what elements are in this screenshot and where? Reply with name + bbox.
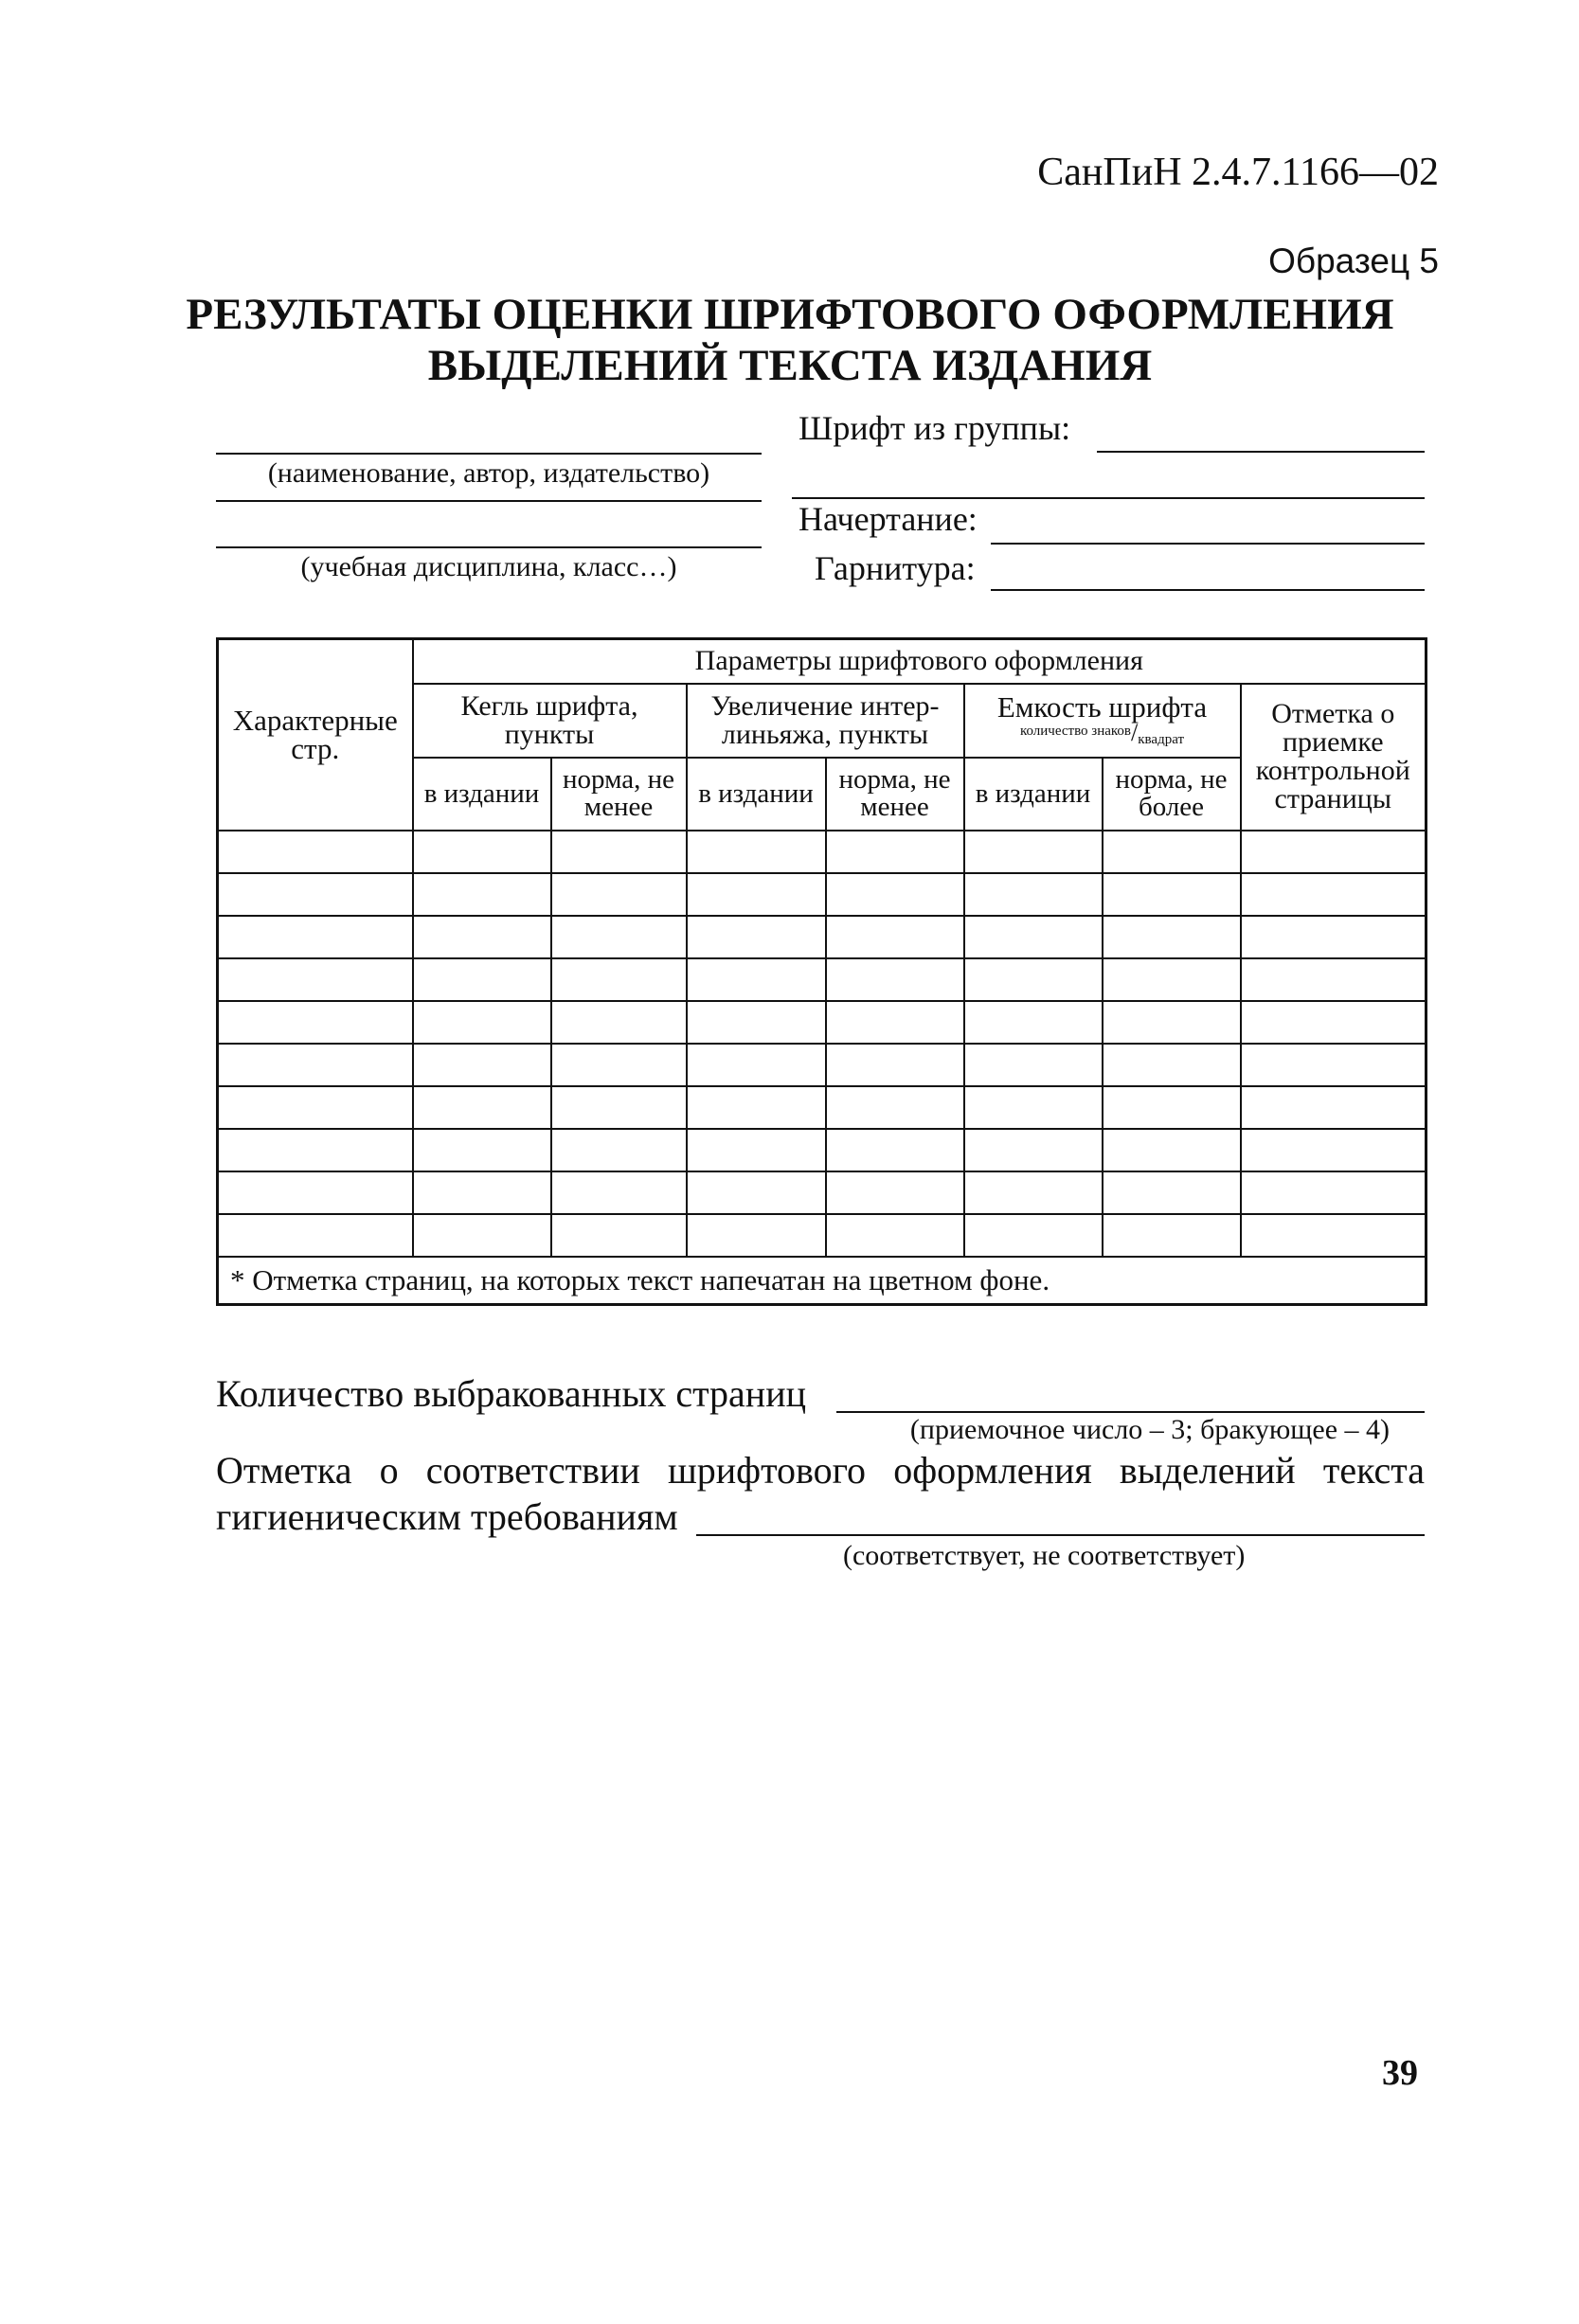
table-cell[interactable] xyxy=(964,1044,1103,1086)
group-font-size: Кегль шрифта, пункты xyxy=(413,684,687,758)
size-in-edition: в издании xyxy=(413,758,551,831)
table-cell[interactable] xyxy=(413,831,551,873)
table-cell[interactable] xyxy=(826,1129,964,1171)
table-row xyxy=(218,873,1426,916)
table-cell[interactable] xyxy=(1241,1001,1426,1044)
table-cell[interactable] xyxy=(1103,1171,1241,1214)
table-cell[interactable] xyxy=(687,916,826,958)
table-row xyxy=(218,958,1426,1001)
table-cell[interactable] xyxy=(1241,916,1426,958)
table-cell[interactable] xyxy=(1103,831,1241,873)
group-leading-increase: Увеличение интер-линьяжа, пункты xyxy=(687,684,964,758)
table-row xyxy=(218,831,1426,873)
style-label: Начертание: xyxy=(798,500,978,538)
compliance-line-2: гигиеническим требованиям xyxy=(216,1495,678,1538)
title-line-1: РЕЗУЛЬТАТЫ ОЦЕНКИ ШРИФТОВОГО ОФОРМЛЕНИЯ xyxy=(186,290,1394,339)
table-cell[interactable] xyxy=(687,1001,826,1044)
table-cell[interactable] xyxy=(826,1214,964,1257)
group-font-capacity xyxy=(964,684,1241,758)
compliance-line-1: Отметка о соответствии шрифтового оформления выделений текста xyxy=(216,1449,1425,1492)
publication-line-2[interactable] xyxy=(216,500,762,502)
table-cell[interactable] xyxy=(413,1129,551,1171)
table-cell[interactable] xyxy=(413,958,551,1001)
leading-in-edition: в издании xyxy=(687,758,826,831)
table-cell[interactable] xyxy=(551,831,687,873)
table-cell[interactable] xyxy=(218,1044,413,1086)
table-footnote: * Отметка страниц, на которых текст напечатан на цветном фоне. xyxy=(218,1257,1426,1305)
table-cell[interactable] xyxy=(1241,958,1426,1001)
table-cell[interactable] xyxy=(826,1044,964,1086)
table-cell[interactable] xyxy=(964,958,1103,1001)
table-cell[interactable] xyxy=(826,916,964,958)
table-cell[interactable] xyxy=(413,873,551,916)
style-line[interactable] xyxy=(991,543,1425,545)
table-cell[interactable] xyxy=(413,1214,551,1257)
table-cell[interactable] xyxy=(687,958,826,1001)
table-cell[interactable] xyxy=(218,958,413,1001)
capacity-title: Емкость шрифта xyxy=(996,690,1208,724)
table-cell[interactable] xyxy=(218,1001,413,1044)
col-acceptance-mark: Отметка о приемке контрольной страницы xyxy=(1241,684,1426,831)
table-row xyxy=(218,1129,1426,1171)
footnote-row xyxy=(218,1257,1426,1305)
table-cell[interactable] xyxy=(964,1171,1103,1214)
sample-label: Образец 5 xyxy=(1268,241,1439,280)
col-characteristic-pages: Характерные стр. xyxy=(218,639,413,831)
table-cell[interactable] xyxy=(1241,873,1426,916)
table-cell[interactable] xyxy=(826,1171,964,1214)
params-header: Параметры шрифтового оформления xyxy=(413,639,1426,684)
capacity-in-edition: в издании xyxy=(964,758,1103,831)
table-cell[interactable] xyxy=(964,916,1103,958)
table-cell[interactable] xyxy=(687,831,826,873)
table-row xyxy=(218,1214,1426,1257)
table-cell[interactable] xyxy=(551,1086,687,1129)
table-cell[interactable] xyxy=(1103,916,1241,958)
table-cell[interactable] xyxy=(687,1171,826,1214)
table-cell[interactable] xyxy=(1103,1001,1241,1044)
table-cell[interactable] xyxy=(1103,1086,1241,1129)
font-group-label: Шрифт из группы: xyxy=(798,409,1071,447)
table-row xyxy=(218,1171,1426,1214)
table-cell[interactable] xyxy=(964,873,1103,916)
font-group-line[interactable] xyxy=(1097,451,1425,453)
table-cell[interactable] xyxy=(551,916,687,958)
table-cell[interactable] xyxy=(826,873,964,916)
rejected-pages-hint: (приемочное число – 3; бракующее – 4) xyxy=(909,1414,1390,1445)
typeface-line[interactable] xyxy=(991,589,1425,591)
page-number: 39 xyxy=(1382,2053,1418,2093)
table-cell[interactable] xyxy=(1103,1214,1241,1257)
table-cell[interactable] xyxy=(687,1086,826,1129)
compliance-line[interactable] xyxy=(696,1534,1425,1536)
table-cell[interactable] xyxy=(964,831,1103,873)
table-cell[interactable] xyxy=(1241,1044,1426,1086)
table-cell[interactable] xyxy=(218,873,413,916)
table-cell[interactable] xyxy=(1103,958,1241,1001)
rejected-pages-label: Количество выбракованных страниц xyxy=(216,1372,807,1415)
rejected-pages-line[interactable] xyxy=(836,1411,1425,1413)
table-cell[interactable] xyxy=(964,1129,1103,1171)
document-code: СанПиН 2.4.7.1166—02 xyxy=(1037,151,1439,194)
table-cell[interactable] xyxy=(551,873,687,916)
table-cell[interactable] xyxy=(1103,1129,1241,1171)
table-cell[interactable] xyxy=(687,1214,826,1257)
page-title xyxy=(140,289,1440,391)
table-cell[interactable] xyxy=(218,831,413,873)
table-cell[interactable] xyxy=(964,1001,1103,1044)
table-cell[interactable] xyxy=(1241,1214,1426,1257)
table-cell[interactable] xyxy=(551,1171,687,1214)
discipline-hint: (учебная дисциплина, класс…) xyxy=(300,551,677,582)
capacity-slash: / xyxy=(1131,719,1139,746)
table-cell[interactable] xyxy=(1241,1171,1426,1214)
table-cell[interactable] xyxy=(826,1001,964,1044)
table-row xyxy=(218,1086,1426,1129)
table-cell[interactable] xyxy=(1103,873,1241,916)
table-cell[interactable] xyxy=(964,1214,1103,1257)
table-row xyxy=(218,916,1426,958)
table-cell[interactable] xyxy=(413,916,551,958)
publication-hint: (наименование, автор, издательство) xyxy=(267,457,710,489)
table-cell[interactable] xyxy=(826,831,964,873)
capacity-numerator: количество знаков xyxy=(1019,724,1132,739)
leading-norm: норма, не менее xyxy=(826,758,964,831)
table-cell[interactable] xyxy=(1241,831,1426,873)
table-cell[interactable] xyxy=(218,1086,413,1129)
capacity-denominator: квадрат xyxy=(1138,732,1185,747)
table-cell[interactable] xyxy=(551,958,687,1001)
table-cell[interactable] xyxy=(218,1214,413,1257)
table-row xyxy=(218,1044,1426,1086)
title-line-2: ВЫДЕЛЕНИЙ ТЕКСТА ИЗДАНИЯ xyxy=(427,341,1153,390)
results-table xyxy=(216,637,1427,1306)
table-cell[interactable] xyxy=(218,916,413,958)
table-cell[interactable] xyxy=(413,1086,551,1129)
table-cell[interactable] xyxy=(1103,1044,1241,1086)
table-cell[interactable] xyxy=(687,1129,826,1171)
table-body xyxy=(218,831,1426,1305)
table-row xyxy=(218,1001,1426,1044)
table-cell[interactable] xyxy=(551,1044,687,1086)
table-cell[interactable] xyxy=(687,873,826,916)
table-cell[interactable] xyxy=(964,1086,1103,1129)
publication-line[interactable] xyxy=(216,453,762,455)
capacity-unit xyxy=(965,719,1240,748)
compliance-hint: (соответствует, не соответствует) xyxy=(843,1540,1246,1571)
table-cell[interactable] xyxy=(687,1044,826,1086)
table-cell[interactable] xyxy=(413,1044,551,1086)
typeface-label: Гарнитура: xyxy=(815,549,976,587)
table-cell[interactable] xyxy=(413,1001,551,1044)
table-cell[interactable] xyxy=(1241,1129,1426,1171)
table-cell[interactable] xyxy=(218,1171,413,1214)
table-cell[interactable] xyxy=(413,1171,551,1214)
discipline-line[interactable] xyxy=(216,546,762,548)
table-cell[interactable] xyxy=(826,958,964,1001)
table-cell[interactable] xyxy=(551,1214,687,1257)
table-cell[interactable] xyxy=(826,1086,964,1129)
table-cell[interactable] xyxy=(551,1001,687,1044)
table-cell[interactable] xyxy=(218,1129,413,1171)
size-norm: норма, не менее xyxy=(551,758,687,831)
table-cell[interactable] xyxy=(1241,1086,1426,1129)
table-cell[interactable] xyxy=(551,1129,687,1171)
capacity-norm: норма, не более xyxy=(1103,758,1241,831)
